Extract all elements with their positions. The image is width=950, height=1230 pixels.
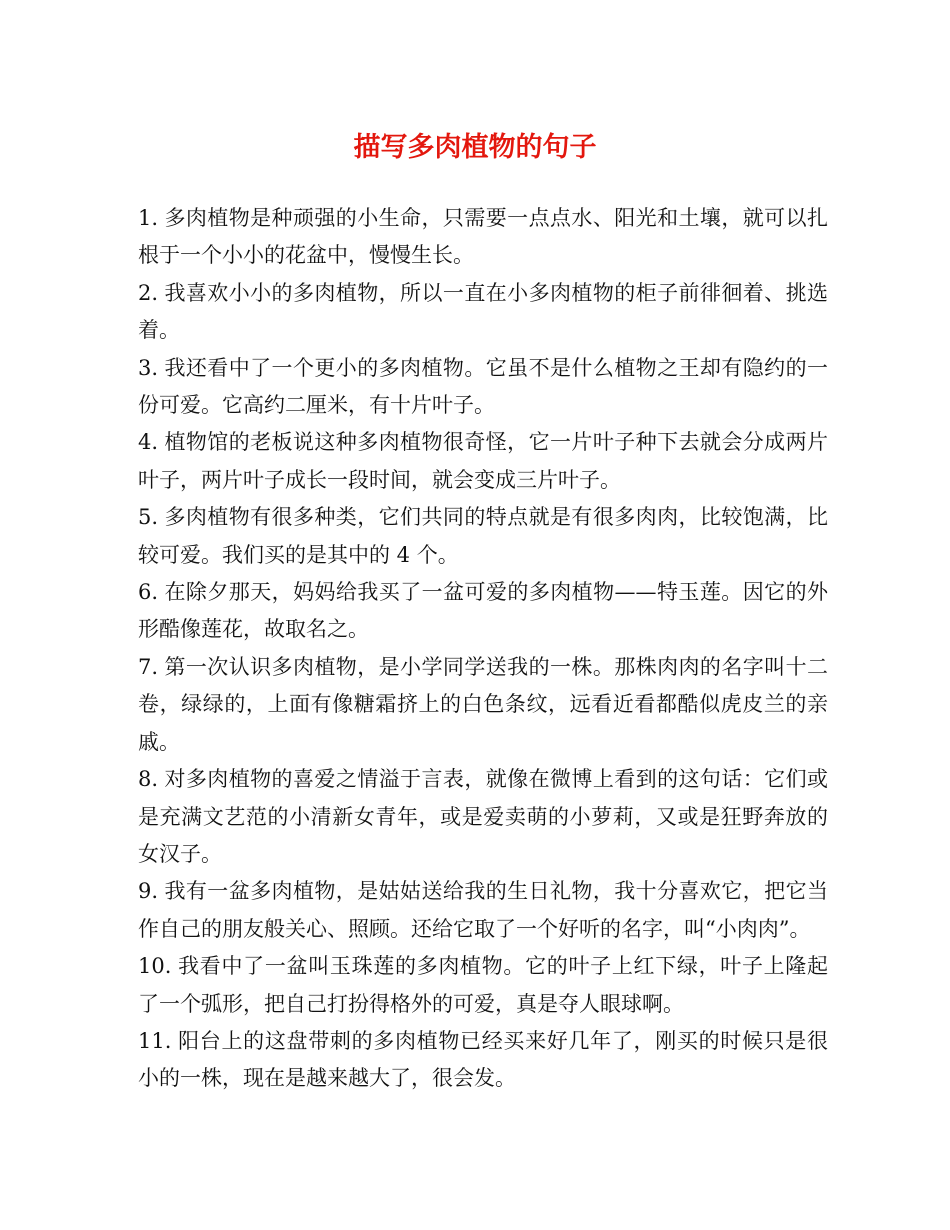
item-number: 1. bbox=[138, 206, 159, 230]
item-number: 11. bbox=[138, 1028, 172, 1053]
list-item bbox=[138, 649, 828, 761]
item-text: 对多肉植物的喜爱之情溢于言表，就像在微博上看到的这句话：它们或是充满文艺范的小清新女青年，或是爱卖萌的小萝莉，又或是狂野奔放的女汉子。 bbox=[138, 767, 828, 866]
item-text: 我喜欢小小的多肉植物，所以一直在小多肉植物的柜子前徘徊着、挑选着。 bbox=[138, 280, 828, 343]
list-item bbox=[138, 873, 828, 948]
item-number: 3. bbox=[138, 355, 159, 380]
list-item bbox=[138, 761, 828, 873]
list-item bbox=[138, 275, 828, 350]
item-number: 9. bbox=[138, 879, 159, 904]
item-number: 10. bbox=[138, 954, 172, 979]
item-number: 6. bbox=[138, 580, 159, 605]
list-item bbox=[138, 350, 828, 425]
list-item bbox=[138, 200, 828, 275]
item-text: 阳台上的这盘带刺的多肉植物已经买来好几年了，刚买的时候只是很小的一株，现在是越来越大了，很会发。 bbox=[138, 1028, 828, 1091]
item-text: 我看中了一盆叫玉珠莲的多肉植物。它的叶子上红下绿，叶子上隆起了一个弧形，把自己打扮得格外的可爱，真是夺人眼球啊。 bbox=[138, 954, 828, 1016]
item-text: 在除夕那天，妈妈给我买了一盆可爱的多肉植物——特玉莲。因它的外形酷像莲花，故取名之。 bbox=[138, 580, 828, 642]
item-text: 多肉植物有很多种类，它们共同的特点就是有很多肉肉，比较饱满，比较可爱。我们买的是其中的 4 个。 bbox=[138, 505, 828, 567]
sentence-list bbox=[138, 200, 828, 1098]
item-text: 植物馆的老板说这种多肉植物很奇怪，它一片叶子种下去就会分成两片叶子，两片叶子成长一段时间，就会变成三片叶子。 bbox=[138, 430, 828, 492]
item-number: 2. bbox=[138, 280, 159, 305]
list-item bbox=[138, 424, 828, 499]
item-number: 4. bbox=[138, 430, 159, 455]
item-number: 7. bbox=[138, 654, 159, 679]
item-number: 8. bbox=[138, 767, 159, 792]
list-item bbox=[138, 948, 828, 1023]
item-text: 多肉植物是种顽强的小生命，只需要一点点水、阳光和土壤，就可以扎根于一个小小的花盆中，慢慢生长。 bbox=[138, 206, 828, 268]
list-item bbox=[138, 574, 828, 649]
list-item bbox=[138, 499, 828, 574]
list-item bbox=[138, 1023, 828, 1098]
item-number: 5. bbox=[138, 505, 159, 530]
item-text: 我还看中了一个更小的多肉植物。它虽不是什么植物之王却有隐约的一份可爱。它高约二厘米，有十片叶子。 bbox=[138, 355, 828, 418]
item-text: 第一次认识多肉植物，是小学同学送我的一株。那株肉肉的名字叫十二卷，绿绿的，上面有像糖霜挤上的白色条纹，远看近看都酷似虎皮兰的亲戚。 bbox=[138, 654, 828, 754]
item-text: 我有一盆多肉植物，是姑姑送给我的生日礼物，我十分喜欢它，把它当作自己的朋友般关心、照顾。还给它取了一个好听的名字，叫“小肉肉”。 bbox=[138, 879, 828, 941]
page-title: 描写多肉植物的句子 bbox=[353, 132, 597, 163]
